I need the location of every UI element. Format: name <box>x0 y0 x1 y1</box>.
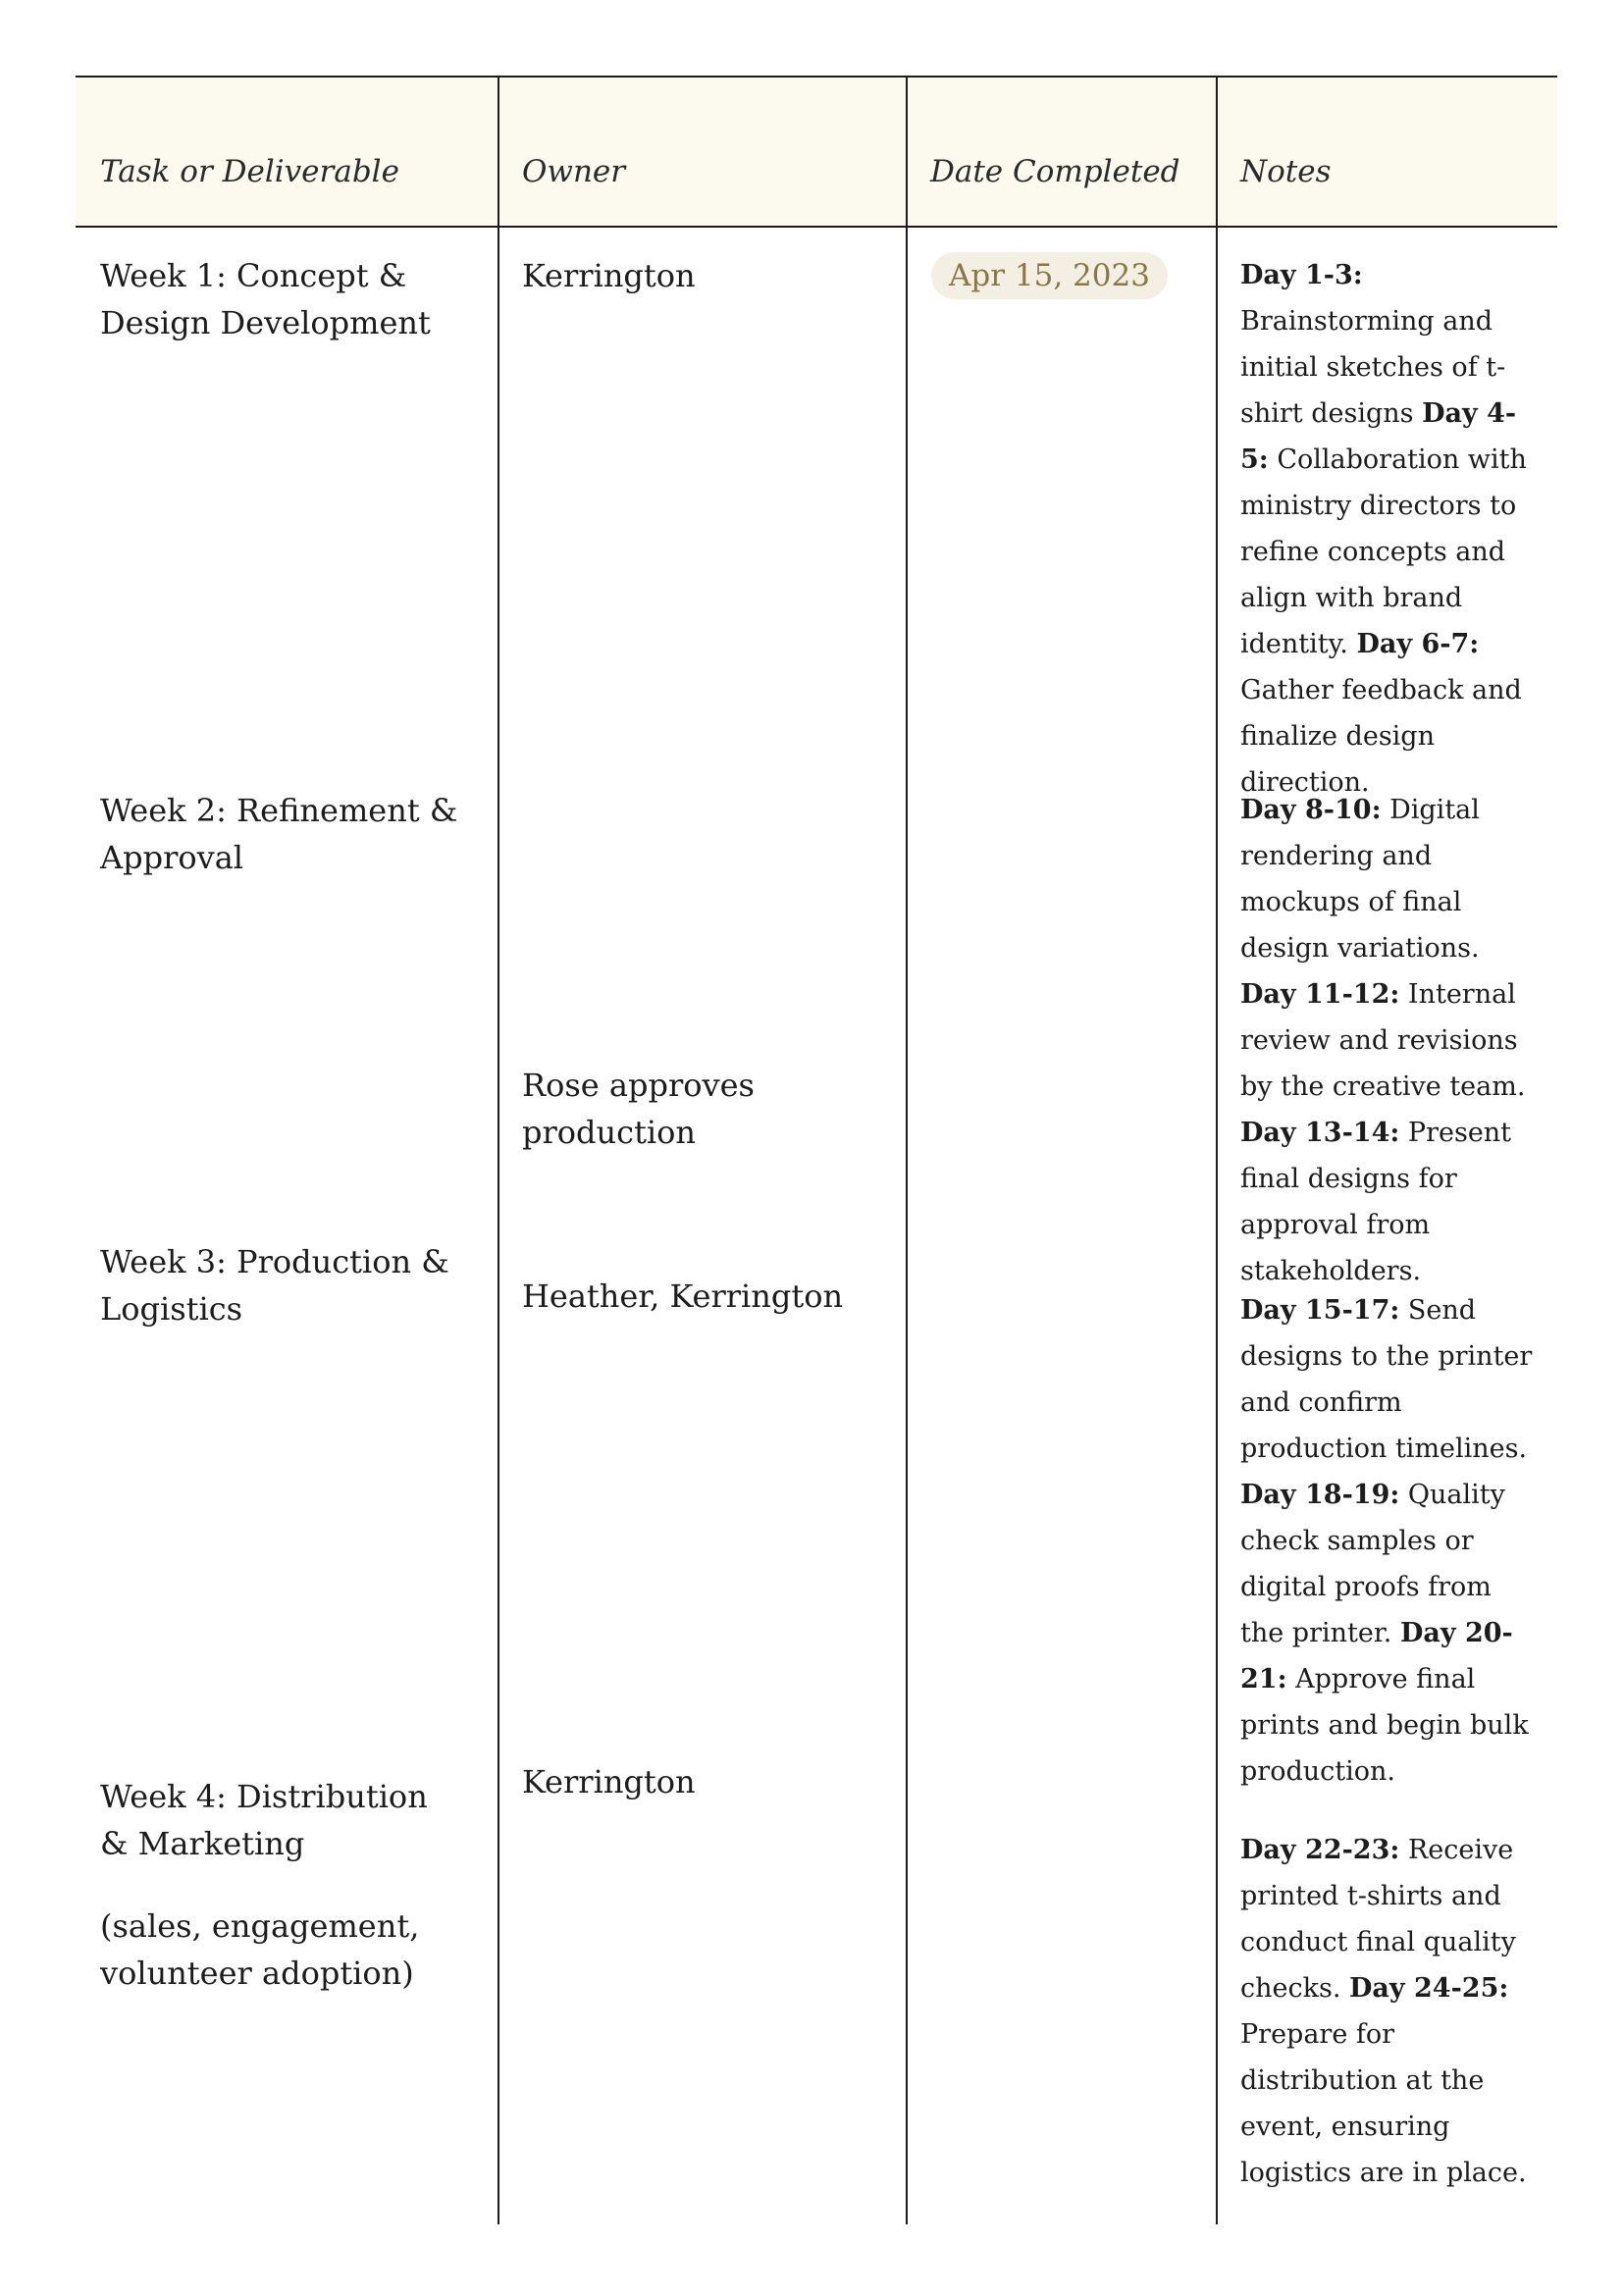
owner-cell: Rose approves production <box>522 1067 755 1151</box>
task-subtitle: (sales, engagement, volunteer adoption) <box>100 1907 420 1992</box>
column-header-date: Date Completed <box>930 154 1180 189</box>
note-day-label: Day 15-17: <box>1240 1295 1400 1326</box>
column-divider <box>906 76 908 2224</box>
tasks-table <box>76 76 1557 2224</box>
notes-cell <box>1240 787 1535 1294</box>
task-title: Week 4: Distribution & Marketing <box>100 1778 428 1862</box>
owner-cell: Kerrington <box>522 257 696 294</box>
note-day-label: Day 20-21: <box>1240 1618 1513 1695</box>
notes-cell <box>1240 252 1535 806</box>
note-day-label: Day 22-23: <box>1240 1835 1400 1865</box>
task-cell <box>100 787 463 881</box>
note-text: Quality check samples or digital proofs from the printer. <box>1240 1480 1505 1648</box>
date-completed-chip[interactable]: Apr 15, 2023 <box>931 252 1168 299</box>
task-cell <box>100 1238 463 1332</box>
note-day-label: Day 18-19: <box>1240 1480 1400 1510</box>
note-day-label: Day 4-5: <box>1240 398 1517 475</box>
note-text: Send designs to the printer and confirm production timelines. <box>1240 1295 1533 1464</box>
task-title: Week 1: Concept & Design Development <box>100 257 431 341</box>
note-text: Brainstorming and initial sketches of t-shirt designs <box>1240 306 1506 429</box>
column-divider <box>498 76 499 2224</box>
note-day-label: Day 8-10: <box>1240 795 1382 825</box>
owner-cell: Kerrington <box>522 1763 696 1800</box>
note-text: Collaboration with ministry directors to refine concepts and align with brand identity. <box>1240 444 1527 659</box>
table-header-background <box>76 76 1557 226</box>
note-text: Internal review and revisions by the creative team. <box>1240 979 1526 1102</box>
column-header-task: Task or Deliverable <box>100 154 399 189</box>
task-cell <box>100 252 463 346</box>
task-title: Week 2: Refinement & Approval <box>100 792 458 876</box>
note-day-label: Day 11-12: <box>1240 979 1400 1010</box>
notes-cell <box>1240 1827 1535 2196</box>
note-text: Present final designs for approval from stakeholders. <box>1240 1118 1512 1286</box>
note-text: Prepare for distribution at the event, ensuring logistics are in place. <box>1240 2019 1527 2188</box>
note-text: Approve final prints and begin bulk production. <box>1240 1664 1529 1787</box>
table-top-border <box>76 76 1557 78</box>
note-text: Gather feedback and finalize design direction. <box>1240 675 1522 798</box>
task-title: Week 3: Production & Logistics <box>100 1243 449 1328</box>
note-day-label: Day 13-14: <box>1240 1118 1400 1148</box>
task-cell <box>100 1773 463 1997</box>
column-header-owner: Owner <box>522 154 626 189</box>
note-day-label: Day 24-25: <box>1349 1973 1509 2004</box>
table-header-divider <box>76 226 1557 228</box>
column-header-notes: Notes <box>1240 154 1332 189</box>
note-text: Receive printed t-shirts and conduct final quality checks. <box>1240 1835 1516 2004</box>
owner-cell: Heather, Kerrington <box>522 1278 844 1315</box>
note-text: Digital rendering and mockups of final design variations. <box>1240 795 1480 964</box>
note-day-label: Day 6-7: <box>1356 629 1480 659</box>
note-day-label: Day 1-3: <box>1240 260 1363 290</box>
column-divider <box>1216 76 1218 2224</box>
notes-cell <box>1240 1287 1535 1795</box>
